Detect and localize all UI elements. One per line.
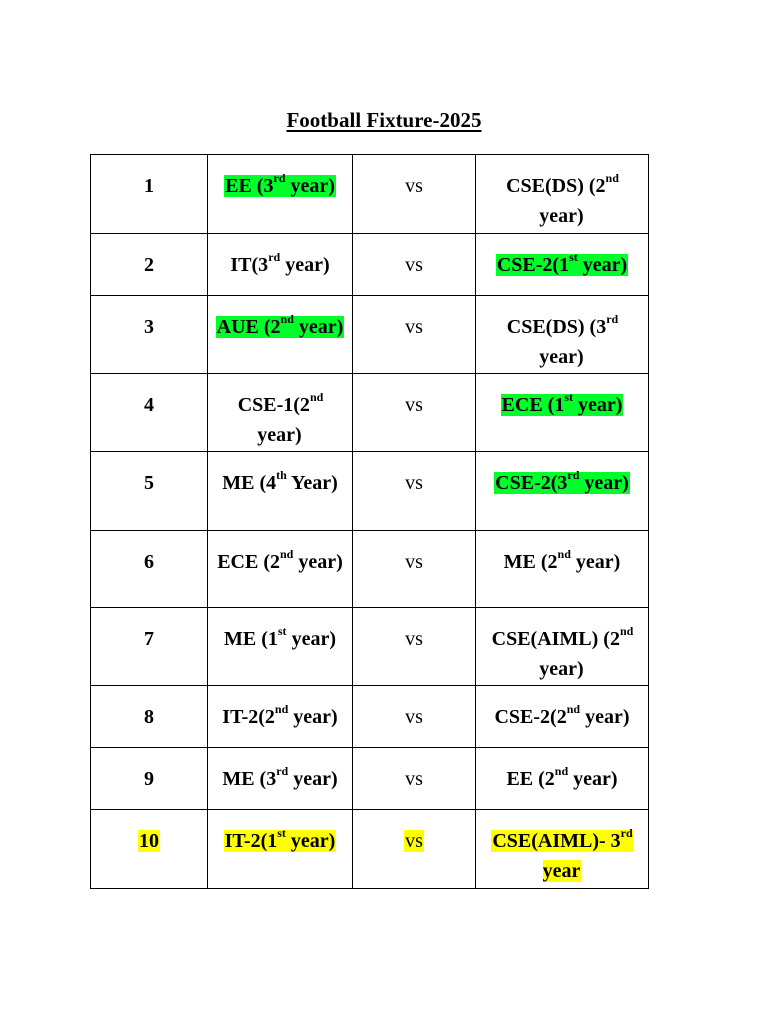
versus-cell xyxy=(353,296,476,374)
match-number-cell xyxy=(91,531,208,608)
ordinal-suffix: nd xyxy=(566,702,581,717)
versus-label: vs xyxy=(405,628,423,650)
versus-label: vs xyxy=(405,830,423,852)
team-b-cell xyxy=(476,155,649,234)
versus-cell xyxy=(353,531,476,608)
team-a-name: AUE (2nd year) xyxy=(216,312,344,338)
versus-label: vs xyxy=(405,316,423,338)
ordinal-suffix: nd xyxy=(557,547,571,562)
ordinal-suffix: nd xyxy=(309,390,324,405)
team-b-cell xyxy=(476,686,649,748)
match-number: 4 xyxy=(144,394,154,416)
ordinal-suffix: st xyxy=(277,826,286,841)
team-a-name: IT-2(2nd year) xyxy=(222,702,338,728)
team-b-name: ME (2nd year) xyxy=(503,547,621,573)
match-number: 8 xyxy=(144,706,154,728)
team-a-cell xyxy=(208,234,353,296)
versus-label: vs xyxy=(405,472,423,494)
team-a-cell xyxy=(208,155,353,234)
team-b-cell xyxy=(476,531,649,608)
versus-cell xyxy=(353,155,476,234)
team-b-name: CSE(DS) (3rd year) xyxy=(506,312,619,368)
match-number-cell xyxy=(91,810,208,889)
team-a-cell xyxy=(208,686,353,748)
match-number: 10 xyxy=(139,830,159,852)
team-a-name: ME (4th Year) xyxy=(222,468,338,494)
team-b-name: CSE-2(3rd year) xyxy=(495,468,629,494)
ordinal-suffix: rd xyxy=(620,826,633,841)
fixture-table-body xyxy=(91,155,649,889)
match-number: 6 xyxy=(144,551,154,573)
versus-label: vs xyxy=(405,394,423,416)
ordinal-suffix: rd xyxy=(606,312,619,327)
fixture-row xyxy=(91,531,649,608)
versus-cell xyxy=(353,234,476,296)
ordinal-suffix: rd xyxy=(276,764,289,779)
team-b-cell xyxy=(476,748,649,810)
fixture-row xyxy=(91,296,649,374)
match-number-cell xyxy=(91,748,208,810)
fixture-row xyxy=(91,374,649,452)
fixture-row xyxy=(91,234,649,296)
versus-label: vs xyxy=(405,175,423,197)
match-number-cell xyxy=(91,452,208,531)
team-a-cell xyxy=(208,810,353,889)
match-number: 3 xyxy=(144,316,154,338)
team-b-name: EE (2nd year) xyxy=(506,764,618,790)
match-number-cell xyxy=(91,155,208,234)
fixture-row xyxy=(91,810,649,889)
versus-cell xyxy=(353,748,476,810)
team-a-cell xyxy=(208,296,353,374)
ordinal-suffix: nd xyxy=(554,764,569,779)
ordinal-suffix: th xyxy=(276,468,287,483)
team-b-name: CSE(DS) (2nd year) xyxy=(506,171,619,227)
versus-cell xyxy=(353,810,476,889)
ordinal-suffix: nd xyxy=(280,547,294,562)
team-b-name: ECE (1st year) xyxy=(501,390,623,416)
versus-cell xyxy=(353,608,476,686)
fixture-row xyxy=(91,748,649,810)
ordinal-suffix: st xyxy=(564,390,574,405)
ordinal-suffix: st xyxy=(277,624,287,639)
ordinal-suffix: rd xyxy=(567,468,580,483)
versus-label: vs xyxy=(405,706,423,728)
ordinal-suffix: nd xyxy=(274,702,289,717)
match-number-cell xyxy=(91,686,208,748)
team-a-name: ECE (2nd year) xyxy=(217,547,343,573)
versus-cell xyxy=(353,686,476,748)
team-b-cell xyxy=(476,234,649,296)
fixture-row xyxy=(91,155,649,234)
team-b-cell xyxy=(476,296,649,374)
match-number: 2 xyxy=(144,254,154,276)
ordinal-suffix: nd xyxy=(605,171,619,186)
team-b-name: CSE-2(2nd year) xyxy=(494,702,630,728)
team-a-cell xyxy=(208,608,353,686)
team-b-cell xyxy=(476,608,649,686)
match-number-cell xyxy=(91,296,208,374)
team-b-cell xyxy=(476,374,649,452)
match-number: 7 xyxy=(144,628,154,650)
versus-label: vs xyxy=(405,551,423,573)
team-a-cell xyxy=(208,531,353,608)
versus-label: vs xyxy=(405,768,423,790)
fixture-row xyxy=(91,452,649,531)
team-a-name: ME (1st year) xyxy=(224,624,336,650)
team-a-name: ME (3rd year) xyxy=(222,764,338,790)
team-a-name: EE (3rd year) xyxy=(225,171,335,197)
match-number: 5 xyxy=(144,472,154,494)
team-a-cell xyxy=(208,374,353,452)
fixture-row xyxy=(91,608,649,686)
versus-cell xyxy=(353,452,476,531)
ordinal-suffix: st xyxy=(569,250,578,265)
match-number: 1 xyxy=(144,175,154,197)
ordinal-suffix: rd xyxy=(268,250,281,265)
match-number-cell xyxy=(91,374,208,452)
team-b-name: CSE(AIML)- 3rd year xyxy=(492,826,633,882)
team-b-name: CSE-2(1st year) xyxy=(496,250,628,276)
ordinal-suffix: nd xyxy=(280,312,294,327)
fixture-row xyxy=(91,686,649,748)
match-number: 9 xyxy=(144,768,154,790)
ordinal-suffix: nd xyxy=(619,624,634,639)
fixture-table xyxy=(90,154,649,889)
match-number-cell xyxy=(91,234,208,296)
team-b-name: CSE(AIML) (2nd year) xyxy=(491,624,634,680)
versus-cell xyxy=(353,374,476,452)
match-number-cell xyxy=(91,608,208,686)
page-title: Football Fixture-2025 xyxy=(286,108,482,132)
team-a-name: IT-2(1st year) xyxy=(224,826,336,852)
versus-label: vs xyxy=(405,254,423,276)
team-b-cell xyxy=(476,810,649,889)
ordinal-suffix: rd xyxy=(273,171,286,186)
team-a-name: CSE-1(2nd year) xyxy=(237,390,324,446)
team-b-cell xyxy=(476,452,649,531)
team-a-cell xyxy=(208,748,353,810)
team-a-cell xyxy=(208,452,353,531)
team-a-name: IT(3rd year) xyxy=(230,250,330,276)
